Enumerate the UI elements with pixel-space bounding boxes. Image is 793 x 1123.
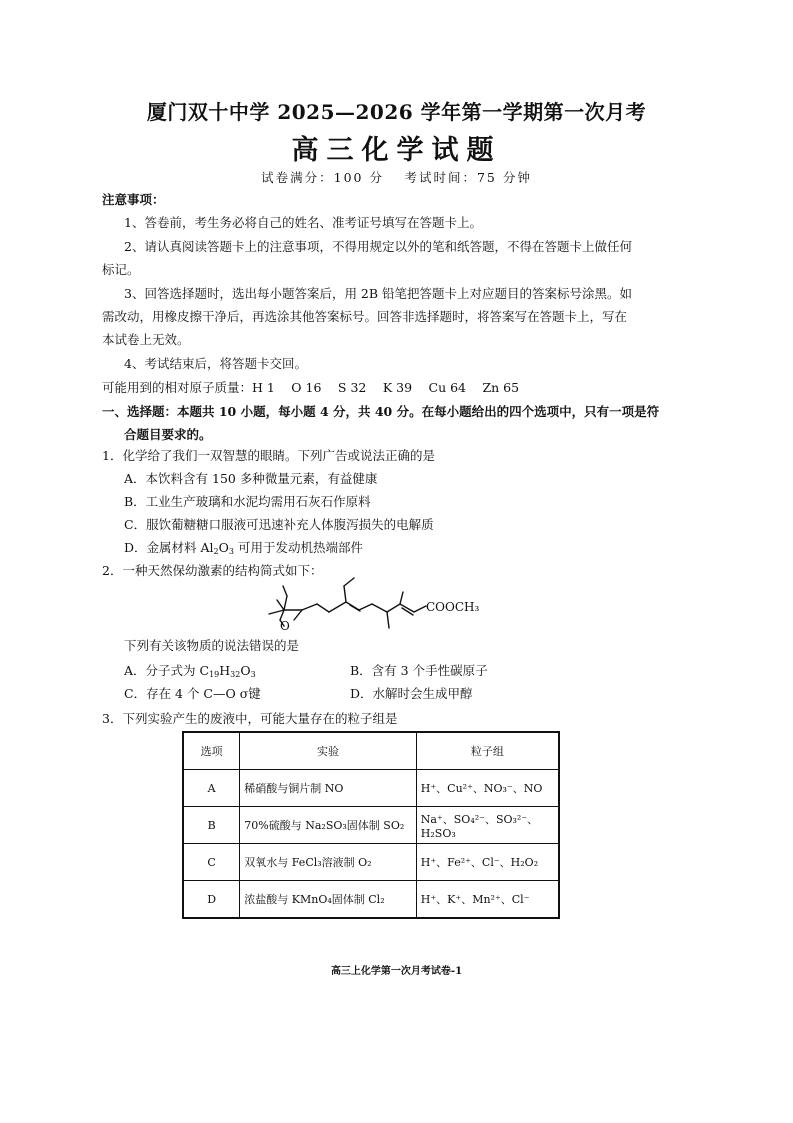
row-option: C — [183, 844, 240, 881]
exam-school-title: 厦门双十中学 2025—2026 学年第一学期第一次月考 — [146, 100, 647, 124]
note-1: 1、答卷前，考生务必将自己的姓名、准考证号填写在答题卡上。 — [124, 215, 482, 230]
row-particles: H⁺、Fe²⁺、Cl⁻、H₂O₂ — [416, 844, 559, 881]
section-1-heading-line2: 合题目要求的。 — [124, 427, 212, 442]
epoxide-oxygen-label: O — [280, 619, 290, 633]
table-row — [183, 770, 559, 807]
note-2-line2: 标记。 — [102, 262, 140, 277]
q1-stem: 1．化学给了我们一双智慧的眼睛。下列广告或说法正确的是 — [102, 448, 435, 463]
note-2-line1: 2、请认真阅读答题卡上的注意事项，不得用规定以外的笔和纸答题，不得在答题卡上做任何 — [124, 239, 632, 254]
notes-title: 注意事项： — [102, 192, 165, 207]
q1-option-a: A．本饮料含有 150 多种微量元素，有益健康 — [124, 471, 378, 486]
q3-stem: 3．下列实验产生的废液中，可能大量存在的粒子组是 — [102, 711, 398, 726]
row-option: D — [183, 881, 240, 919]
note-3-line1: 3、回答选择题时，选出每小题答案后，用 2B 铅笔把答题卡上对应题目的答案标号涂黑。如 — [124, 286, 633, 301]
page-footer: 高三上化学第一次月考试卷-1 — [330, 966, 463, 977]
q2-stem: 2．一种天然保幼激素的结构简式如下： — [102, 563, 323, 578]
row-experiment: 70%硫酸与 Na₂SO₃固体制 SO₂ — [240, 807, 417, 844]
note-3-line2: 需改动，用橡皮擦干净后，再选涂其他答案标号。回答非选择题时，将答案写在答题卡上，写在 — [102, 309, 628, 324]
q2-option-b: B．含有 3 个手性碳原子 — [350, 663, 488, 678]
table-header-row — [183, 732, 559, 770]
juvenile-hormone-structure — [262, 574, 492, 638]
header-experiment: 实验 — [240, 732, 417, 770]
section-1-heading-line1: 一、选择题：本题共 10 小题，每小题 4 分，共 40 分。在每小题给出的四个选项中，只有一项是符 — [102, 404, 660, 419]
table-row — [183, 881, 559, 919]
atomic-masses: 可能用到的相对原子质量：H 1 O 16 S 32 K 39 Cu 64 Zn 65 — [102, 380, 520, 395]
table-row — [183, 807, 559, 844]
q1-option-d: D．金属材料 $Al_2O_3$ 可用于发动机热端部件 — [124, 540, 363, 556]
row-experiment: 双氧水与 FeCl₃溶液制 O₂ — [240, 844, 417, 881]
q2-option-a: A．分子式为 $C_{19}H_{32}O_3$ — [124, 663, 256, 679]
row-option: A — [183, 770, 240, 807]
note-3-line3: 本试卷上无效。 — [102, 332, 190, 347]
exam-info: 试卷满分：100 分 考试时间：75 分钟 — [261, 170, 532, 185]
row-experiment: 稀硝酸与铜片制 NO — [240, 770, 417, 807]
row-option: B — [183, 807, 240, 844]
note-4: 4、考试结束后，将答题卡交回。 — [124, 356, 307, 371]
q2-option-c: C．存在 4 个 C—O σ键 — [124, 686, 261, 701]
exam-subject-title: 高三化学试题 — [291, 135, 502, 166]
table-row — [183, 844, 559, 881]
row-experiment: 浓盐酸与 KMnO₄固体制 Cl₂ — [240, 881, 417, 919]
q3-table — [182, 731, 560, 919]
header-particles: 粒子组 — [416, 732, 559, 770]
row-particles: Na⁺、SO₄²⁻、SO₃²⁻、H₂SO₃ — [416, 807, 559, 844]
row-particles: H⁺、K⁺、Mn²⁺、Cl⁻ — [416, 881, 559, 919]
ester-group-label: COOCH₃ — [426, 600, 480, 614]
q1-option-c: C．服饮葡糖糖口服液可迅速补充人体腹泻损失的电解质 — [124, 517, 434, 532]
q2-option-d: D．水解时会生成甲醇 — [350, 686, 473, 701]
header-option: 选项 — [183, 732, 240, 770]
q1-option-b: B．工业生产玻璃和水泥均需用石灰石作原料 — [124, 494, 371, 509]
q2-prompt: 下列有关该物质的说法错误的是 — [124, 638, 300, 653]
row-particles: H⁺、Cu²⁺、NO₃⁻、NO — [416, 770, 559, 807]
